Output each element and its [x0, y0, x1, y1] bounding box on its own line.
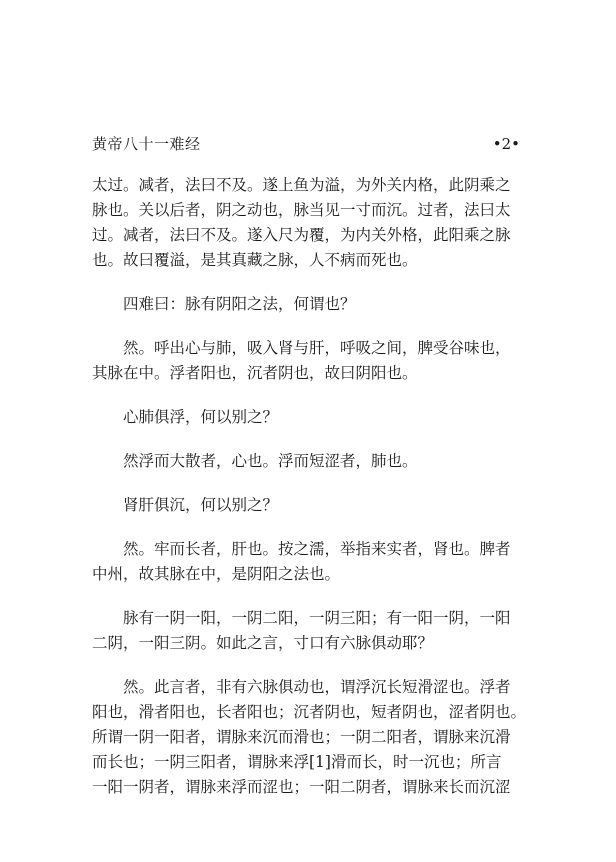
- text-line: 二阴，一阳三阴。如此之言，寸口有六脉俱动耶？: [92, 634, 434, 652]
- text-line: 也。故曰覆溢，是其真藏之脉，人不病而死也。: [92, 251, 418, 269]
- text-line: 其脉在中。浮者阳也，沉者阴也，故曰阴阳也。: [92, 364, 418, 382]
- text-line: 然。呼出心与肺，吸入肾与肝，呼吸之间，脾受谷味也，: [123, 339, 511, 357]
- body-text: [92, 173, 552, 819]
- text-line: 太过。减者，法曰不及。遂上鱼为溢，为外关内格，此阴乘之: [92, 176, 511, 194]
- page-number: •2•: [492, 135, 520, 153]
- text-line: 然。此言者，非有六脉俱动也，谓浮沉长短滑涩也。浮者: [123, 678, 511, 696]
- text-line: 过。减者，法曰不及。遂入尺为覆，为内关外格，此阳乘之脉: [92, 226, 511, 244]
- paragraph: [92, 292, 552, 317]
- paragraph: [92, 405, 552, 430]
- text-line: 阳也，滑者阳也，长者阳也；沉者阴也，短者阴也，涩者阴也。: [92, 703, 527, 721]
- paragraph: [92, 336, 552, 386]
- text-line: 肾肝俱沉，何以别之？: [123, 496, 279, 514]
- text-line: 脉有一阴一阳，一阴二阳，一阴三阳；有一阳一阴，一阳: [123, 609, 511, 627]
- text-line: 所谓一阴一阳者，谓脉来沉而滑也；一阴二阳者，谓脉来沉滑: [92, 728, 511, 746]
- book-title: 黄帝八十一难经: [92, 135, 201, 153]
- text-line: 心肺俱浮，何以别之？: [123, 408, 279, 426]
- text-line: 然浮而大散者，心也。浮而短涩者，肺也。: [123, 452, 418, 470]
- text-line: 一阳一阴者，谓脉来浮而涩也；一阳二阴者，谓脉来长而沉涩: [92, 778, 511, 796]
- paragraph: [92, 537, 552, 587]
- text-line: 中州，故其脉在中，是阴阳之法也。: [92, 565, 341, 583]
- text-line: 脉也。关以后者，阴之动也，脉当见一寸而沉。过者，法曰太: [92, 201, 511, 219]
- running-header: [92, 133, 524, 155]
- paragraph: [92, 493, 552, 518]
- paragraph: [92, 606, 552, 656]
- text-line: 四难曰：脉有阴阳之法，何谓也？: [123, 295, 356, 313]
- paragraph: [92, 675, 552, 800]
- text-line: 而长也；一阴三阳者，谓脉来浮[1]滑而长，时一沉也；所言: [92, 753, 502, 771]
- paragraph: [92, 173, 552, 273]
- text-line: 然。牢而长者，肝也。按之濡，举指来实者，肾也。脾者: [123, 540, 511, 558]
- paragraph: [92, 449, 552, 474]
